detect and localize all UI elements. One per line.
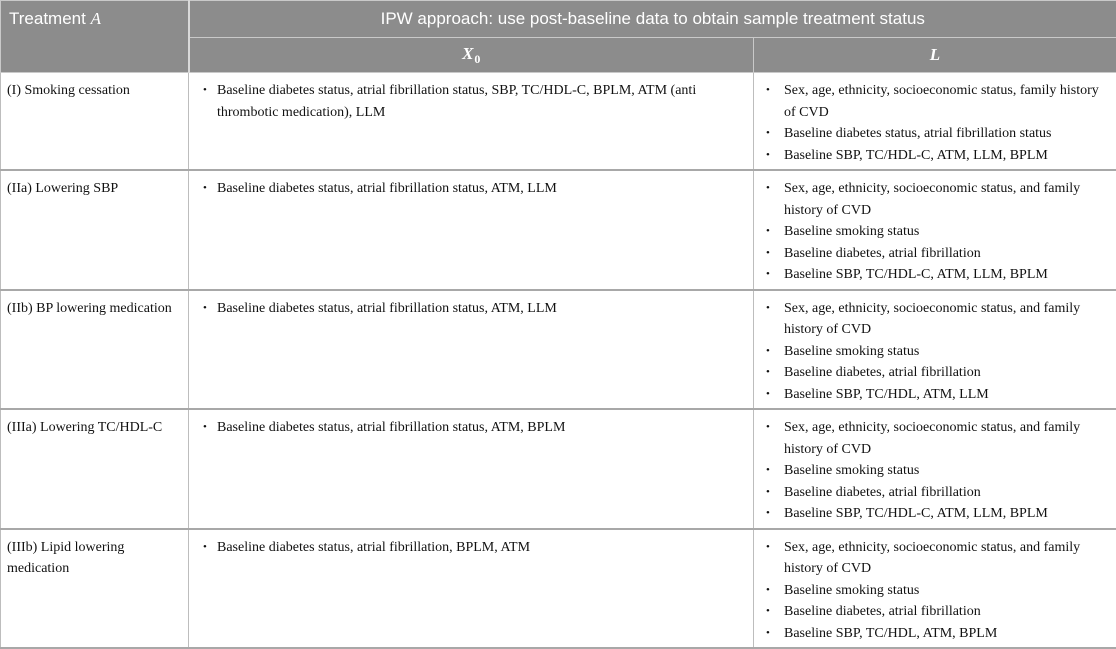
x0-list-item	[195, 417, 749, 439]
l-cell	[754, 170, 1116, 290]
x0-bullet-list	[195, 80, 749, 123]
bullet-icon: •	[766, 623, 770, 645]
x0-cell	[189, 409, 754, 529]
list-item-text: Baseline diabetes, atrial fibrillation	[784, 246, 981, 261]
x0-subscript: 0	[474, 52, 480, 66]
list-item-text: Baseline diabetes status, atrial fibrillation status, ATM, LLM	[217, 181, 557, 196]
x0-bullet-list	[195, 298, 749, 320]
treatment-label: Treatment	[9, 9, 86, 28]
bullet-icon: •	[766, 341, 770, 363]
x0-list-item	[195, 80, 749, 123]
table-row	[1, 409, 1116, 529]
bullet-icon: •	[766, 537, 770, 559]
l-list-item	[758, 460, 1112, 482]
bullet-icon: •	[766, 362, 770, 384]
list-item-text: Baseline diabetes status, atrial fibrillation status	[784, 126, 1052, 141]
ipw-title: IPW approach: use post-baseline data to obtain sample treatment status	[381, 9, 925, 28]
bullet-icon: •	[766, 580, 770, 602]
l-cell	[754, 409, 1116, 529]
x0-list-item	[195, 298, 749, 320]
l-list-item	[758, 482, 1112, 504]
l-bullet-list	[758, 537, 1112, 645]
list-item-text: Baseline smoking status	[784, 583, 919, 598]
treatment-cell: (IIa) Lowering SBP	[1, 170, 189, 290]
x0-cell	[189, 529, 754, 649]
list-item-text: Baseline smoking status	[784, 224, 919, 239]
list-item-text: Baseline diabetes, atrial fibrillation	[784, 365, 981, 380]
table-row	[1, 290, 1116, 410]
bullet-icon: •	[766, 80, 770, 102]
l-list-item	[758, 580, 1112, 602]
l-list-item	[758, 537, 1112, 580]
l-cell	[754, 290, 1116, 410]
l-list-item	[758, 123, 1112, 145]
list-item-text: Baseline SBP, TC/HDL, ATM, BPLM	[784, 626, 997, 641]
bullet-icon: •	[766, 221, 770, 243]
l-list-item	[758, 298, 1112, 341]
treatment-column-header	[1, 1, 189, 73]
l-bullet-list	[758, 178, 1112, 286]
l-list-item	[758, 264, 1112, 286]
l-list-item	[758, 243, 1112, 265]
x0-cell	[189, 73, 754, 171]
l-list-item	[758, 221, 1112, 243]
l-variable: L	[930, 45, 940, 64]
bullet-icon: •	[766, 482, 770, 504]
list-item-text: Baseline SBP, TC/HDL-C, ATM, LLM, BPLM	[784, 148, 1048, 163]
l-list-item	[758, 145, 1112, 167]
list-item-text: Sex, age, ethnicity, socioeconomic status, family history of CVD	[784, 83, 1099, 120]
x0-list-item	[195, 537, 749, 559]
list-item-text: Baseline smoking status	[784, 463, 919, 478]
bullet-icon: •	[766, 264, 770, 286]
bullet-icon: •	[766, 145, 770, 167]
list-item-text: Baseline diabetes, atrial fibrillation	[784, 485, 981, 500]
x0-cell	[189, 290, 754, 410]
l-bullet-list	[758, 417, 1112, 525]
x0-bullet-list	[195, 417, 749, 439]
treatment-variable: A	[91, 9, 101, 28]
treatment-cell: (I) Smoking cessation	[1, 73, 189, 171]
l-list-item	[758, 503, 1112, 525]
table-row	[1, 170, 1116, 290]
list-item-text: Baseline smoking status	[784, 344, 919, 359]
treatment-cell: (IIIa) Lowering TC/HDL-C	[1, 409, 189, 529]
bullet-icon: •	[203, 537, 207, 559]
list-item-text: Baseline diabetes status, atrial fibrillation, BPLM, ATM	[217, 540, 530, 555]
list-item-text: Baseline diabetes status, atrial fibrillation status, ATM, LLM	[217, 301, 557, 316]
bullet-icon: •	[766, 298, 770, 320]
x0-bullet-list	[195, 537, 749, 559]
x0-list-item	[195, 178, 749, 200]
l-list-item	[758, 623, 1112, 645]
bullet-icon: •	[766, 384, 770, 406]
bullet-icon: •	[766, 601, 770, 623]
x0-cell	[189, 170, 754, 290]
list-item-text: Sex, age, ethnicity, socioeconomic status, and family history of CVD	[784, 420, 1080, 457]
l-list-item	[758, 417, 1112, 460]
l-list-item	[758, 341, 1112, 363]
l-column-header	[754, 38, 1116, 73]
bullet-icon: •	[203, 298, 207, 320]
bullet-icon: •	[203, 80, 207, 102]
bullet-icon: •	[203, 417, 207, 439]
l-cell	[754, 529, 1116, 649]
list-item-text: Baseline diabetes status, atrial fibrillation status, SBP, TC/HDL-C, BPLM, ATM (anti thrombotic medication), LLM	[217, 83, 696, 120]
bullet-icon: •	[766, 243, 770, 265]
list-item-text: Baseline diabetes status, atrial fibrillation status, ATM, BPLM	[217, 420, 565, 435]
l-list-item	[758, 601, 1112, 623]
list-item-text: Sex, age, ethnicity, socioeconomic status, and family history of CVD	[784, 301, 1080, 338]
x0-bullet-list	[195, 178, 749, 200]
bullet-icon: •	[766, 503, 770, 525]
list-item-text: Sex, age, ethnicity, socioeconomic status, and family history of CVD	[784, 181, 1080, 218]
table-body	[1, 73, 1116, 649]
x0-variable: X	[462, 44, 473, 63]
l-bullet-list	[758, 298, 1112, 406]
list-item-text: Baseline SBP, TC/HDL-C, ATM, LLM, BPLM	[784, 506, 1048, 521]
l-list-item	[758, 384, 1112, 406]
bullet-icon: •	[766, 178, 770, 200]
bullet-icon: •	[766, 460, 770, 482]
ipw-approach-header	[189, 1, 1116, 38]
list-item-text: Baseline SBP, TC/HDL, ATM, LLM	[784, 387, 989, 402]
table-row	[1, 529, 1116, 649]
bullet-icon: •	[766, 123, 770, 145]
list-item-text: Baseline diabetes, atrial fibrillation	[784, 604, 981, 619]
treatment-cell: (IIb) BP lowering medication	[1, 290, 189, 410]
l-bullet-list	[758, 80, 1112, 166]
bullet-icon: •	[203, 178, 207, 200]
list-item-text: Sex, age, ethnicity, socioeconomic status, and family history of CVD	[784, 540, 1080, 577]
table-row	[1, 73, 1116, 171]
list-item-text: Baseline SBP, TC/HDL-C, ATM, LLM, BPLM	[784, 267, 1048, 282]
treatment-cell: (IIIb) Lipid lowering medication	[1, 529, 189, 649]
l-list-item	[758, 178, 1112, 221]
x0-column-header	[189, 38, 754, 73]
header-row-1	[1, 1, 1116, 38]
bullet-icon: •	[766, 417, 770, 439]
table-header	[1, 1, 1116, 73]
l-list-item	[758, 362, 1112, 384]
l-list-item	[758, 80, 1112, 123]
l-cell	[754, 73, 1116, 171]
